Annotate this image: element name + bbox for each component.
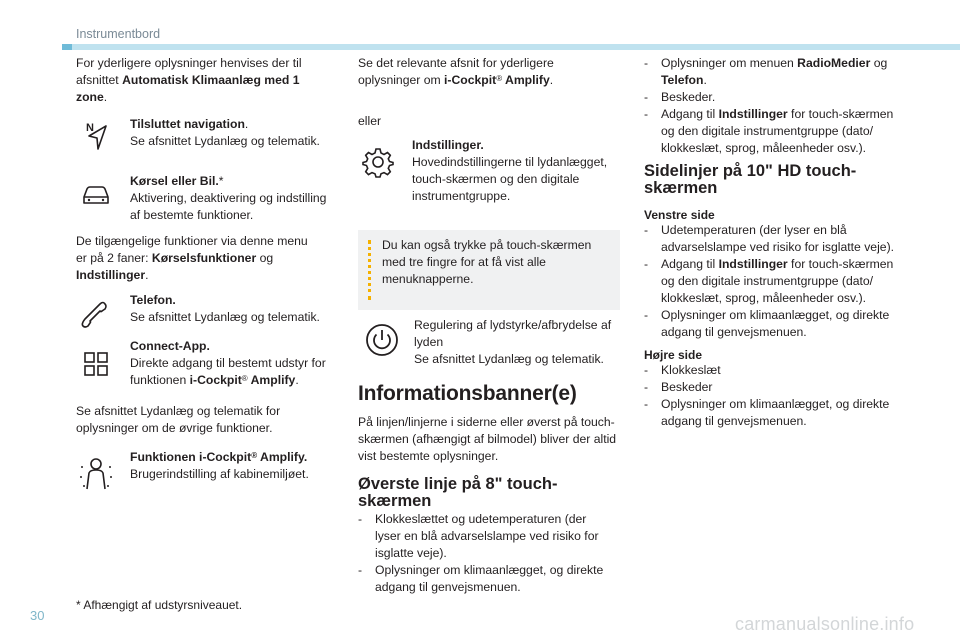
- top-line-list: [358, 511, 610, 596]
- info-box: [358, 230, 620, 310]
- cockpit-item: [76, 449, 336, 499]
- apps-desc: Direkte adgang til bestemt udstyr for funktionen i-Cockpit® Amplify.: [130, 356, 326, 387]
- car-icon: [76, 175, 116, 215]
- intro-bold-link: Automatisk Klimaanlæg med 1 zone: [76, 73, 300, 104]
- settings-title: Indstillinger.: [412, 138, 484, 152]
- right-side-list: [644, 362, 906, 430]
- power-knob-icon: [362, 320, 402, 360]
- list-item: - Beskeder.: [644, 89, 906, 106]
- info-text: Du kan også trykke på touch-skærmen med tre fingre for at få vist alle menuknapperne.: [382, 238, 592, 286]
- svg-text:N: N: [86, 122, 94, 134]
- list-item: - Oplysninger om menuen RadioMedier og Telefon.: [644, 55, 906, 89]
- power-desc-1: Regulering af lydstyrke/afbrydelse af lyden: [414, 318, 612, 349]
- side-lines-heading: Sidelinjer på 10" HD touch-skærmen: [644, 162, 857, 197]
- cockpit-title: Funktionen i-Cockpit® Amplify.: [130, 450, 308, 464]
- power-desc-2: Se afsnittet Lydanlæg og telematik.: [414, 352, 604, 366]
- car-title: Kørsel eller Bil.*: [130, 174, 224, 188]
- apps-item: [76, 338, 346, 390]
- phone-desc: Se afsnittet Lydanlæg og telematik.: [130, 310, 320, 324]
- header-rule-tab: [62, 44, 72, 50]
- left-side-list: [644, 222, 906, 341]
- list-item: - Oplysninger om klimaanlægget, og direkte adgang til genvejsmenuen.: [644, 396, 906, 430]
- list-item: - Klokkeslæt: [644, 362, 906, 379]
- phone-icon: [76, 295, 116, 335]
- car-item: [76, 173, 336, 225]
- intro-end: .: [103, 90, 108, 104]
- list-item: - Adgang til Indstillinger for touch-skærmen og den digitale instrumentgruppe (dato/ klokkeslæt, sprog, måleenheder osv.).: [644, 256, 906, 307]
- nav-item: [76, 116, 336, 156]
- banner-paragraph: På linjen/linjerne i siderne eller øverst på touch-skærmen (afhængigt af bilmodel) bliver der altid vist bestemte oplysninger.: [358, 415, 617, 463]
- settings-item: [358, 137, 620, 207]
- banner-items-list: [644, 55, 906, 157]
- cockpit-desc: Brugerindstilling af kabinemiljøet.: [130, 467, 309, 481]
- section-header: Instrumentbord: [76, 27, 161, 41]
- footnote: * Afhængigt af udstyrsniveauet.: [76, 598, 243, 612]
- or-text: eller: [358, 114, 382, 128]
- phone-title: Telefon.: [130, 293, 176, 307]
- user-settings-icon: [76, 451, 116, 495]
- info-marker: [368, 240, 371, 300]
- nav-desc: Se afsnittet Lydanlæg og telematik.: [130, 134, 320, 148]
- navigation-icon: [76, 116, 116, 156]
- header-rule: [62, 44, 960, 50]
- list-item: - Klokkeslættet og udetemperaturen (der lyser en blå advarselslampe ved risiko for isglatte veje).: [358, 511, 610, 562]
- list-item: - Oplysninger om klimaanlægget, og direkte adgang til genvejsmenuen.: [358, 562, 610, 596]
- top-line-heading: Øverste linje på 8" touch-skærmen: [358, 475, 558, 510]
- gear-icon: [358, 142, 398, 182]
- left-side-heading: Venstre side: [644, 208, 715, 222]
- list-item: - Oplysninger om klimaanlægget, og direkte adgang til genvejsmenuen.: [644, 307, 906, 341]
- list-item: - Adgang til Indstillinger for touch-skærmen og den digitale instrumentgruppe (dato/ klokkeslæt, sprog, måleenheder osv.).: [644, 106, 906, 157]
- right-side-heading: Højre side: [644, 348, 703, 362]
- list-item: - Udetemperaturen (der lyser en blå advarselslampe ved risiko for isglatte veje).: [644, 222, 906, 256]
- tab-driving-functions: Kørselsfunktioner: [151, 251, 257, 265]
- apps-grid-icon: [76, 344, 116, 384]
- see-section-paragraph: Se det relevante afsnit for yderligere oplysninger om i-Cockpit® Amplify.: [358, 56, 554, 87]
- tabs-paragraph: De tilgængelige funktioner via denne menu er på 2 faner: Kørselsfunktioner og Indstillinger.: [76, 234, 308, 282]
- banner-heading: Informationsbanner(e): [358, 382, 577, 405]
- tab-settings: Indstillinger: [76, 268, 146, 282]
- settings-desc: Hovedindstillingerne til lydanlægget, touch-skærmen og den digitale instrumentgruppe.: [412, 155, 608, 203]
- intro-paragraph: [76, 55, 321, 106]
- nav-title: Tilsluttet navigation.: [130, 117, 249, 131]
- page-number: 30: [30, 608, 45, 623]
- list-item: - Beskeder: [644, 379, 906, 396]
- power-item: [358, 317, 620, 369]
- phone-item: [76, 292, 336, 332]
- apps-title: Connect-App.: [130, 339, 210, 353]
- watermark: carmanualsonline.info: [735, 614, 915, 634]
- car-desc: Aktivering, deaktivering og indstilling af bestemte funktioner.: [130, 191, 327, 222]
- telematics-note: Se afsnittet Lydanlæg og telematik for oplysninger om de øvrige funktioner.: [76, 404, 281, 435]
- intro-text: For yderligere oplysninger henvises der til afsnittet: [76, 56, 302, 87]
